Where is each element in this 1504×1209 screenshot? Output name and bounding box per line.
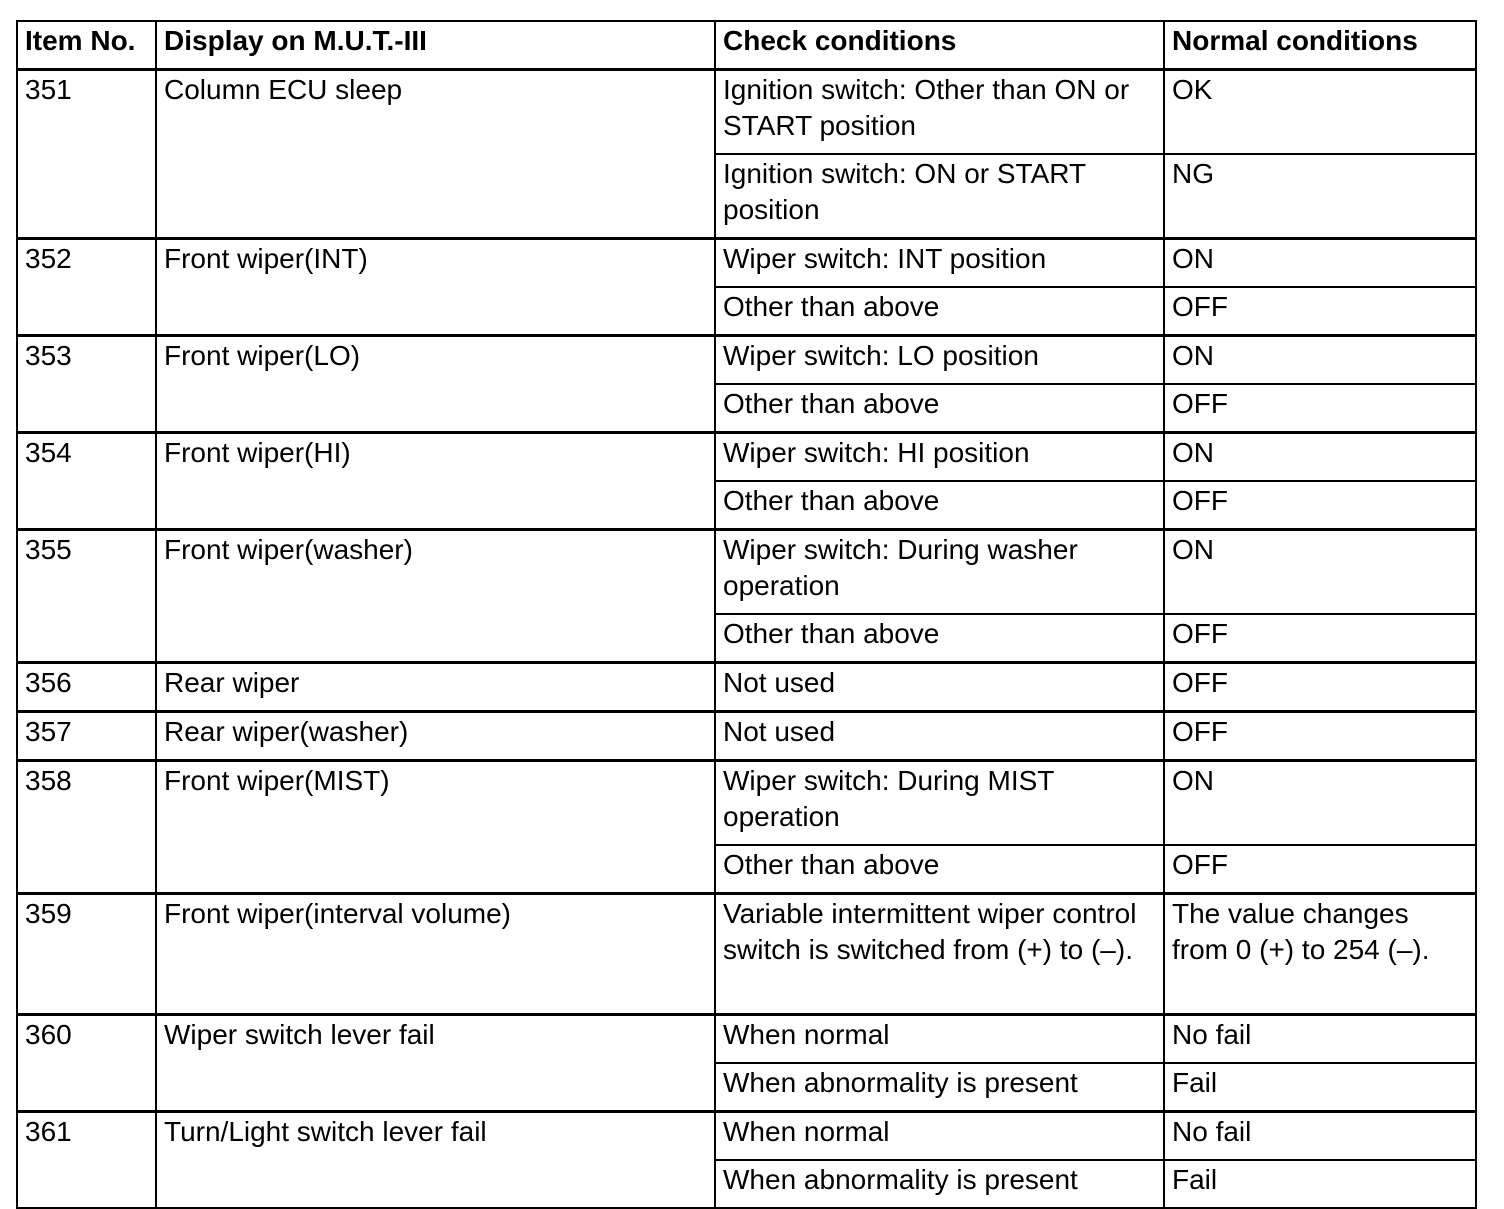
check-cell: Ignition switch: Other than ON or START position xyxy=(715,70,1164,155)
item-no-cell: 354 xyxy=(17,433,156,530)
check-cell: When abnormality is present xyxy=(715,1063,1164,1112)
table-row xyxy=(17,239,1476,288)
check-cell: Wiper switch: HI position xyxy=(715,433,1164,482)
check-cell: Other than above xyxy=(715,845,1164,894)
display-cell: Front wiper(interval volume) xyxy=(156,894,715,1015)
table-row xyxy=(17,70,1476,155)
check-cell: Other than above xyxy=(715,384,1164,433)
check-cell: Ignition switch: ON or START position xyxy=(715,154,1164,239)
table-row xyxy=(17,433,1476,482)
normal-cell: ON xyxy=(1164,336,1476,385)
display-cell: Turn/Light switch lever fail xyxy=(156,1112,715,1209)
table-row xyxy=(17,712,1476,761)
normal-cell: ON xyxy=(1164,761,1476,846)
check-cell: When normal xyxy=(715,1015,1164,1064)
normal-cell: OFF xyxy=(1164,614,1476,663)
item-no-cell: 356 xyxy=(17,663,156,712)
check-cell: Not used xyxy=(715,663,1164,712)
normal-cell: ON xyxy=(1164,239,1476,288)
header-display: Display on M.U.T.-III xyxy=(156,21,715,70)
check-cell: Wiper switch: During washer operation xyxy=(715,530,1164,615)
normal-cell: Fail xyxy=(1164,1063,1476,1112)
header-item-no: Item No. xyxy=(17,21,156,70)
normal-cell: ON xyxy=(1164,433,1476,482)
normal-cell: ON xyxy=(1164,530,1476,615)
normal-cell: OFF xyxy=(1164,481,1476,530)
table-row xyxy=(17,894,1476,1015)
item-no-cell: 353 xyxy=(17,336,156,433)
check-cell: Wiper switch: During MIST operation xyxy=(715,761,1164,846)
normal-cell: OFF xyxy=(1164,384,1476,433)
table-row xyxy=(17,530,1476,615)
display-cell: Wiper switch lever fail xyxy=(156,1015,715,1112)
check-cell: When abnormality is present xyxy=(715,1160,1164,1208)
item-no-cell: 361 xyxy=(17,1112,156,1209)
check-cell: Not used xyxy=(715,712,1164,761)
table-row xyxy=(17,1112,1476,1161)
header-check-conditions: Check conditions xyxy=(715,21,1164,70)
table-row xyxy=(17,1015,1476,1064)
check-cell: Wiper switch: LO position xyxy=(715,336,1164,385)
table-row xyxy=(17,663,1476,712)
item-no-cell: 357 xyxy=(17,712,156,761)
display-cell: Front wiper(washer) xyxy=(156,530,715,663)
display-cell: Front wiper(LO) xyxy=(156,336,715,433)
item-no-cell: 355 xyxy=(17,530,156,663)
data-list-table xyxy=(16,20,1477,1209)
item-no-cell: 359 xyxy=(17,894,156,1015)
check-cell: When normal xyxy=(715,1112,1164,1161)
table-row xyxy=(17,761,1476,846)
check-cell: Other than above xyxy=(715,614,1164,663)
item-no-cell: 360 xyxy=(17,1015,156,1112)
normal-cell: OFF xyxy=(1164,287,1476,336)
display-cell: Front wiper(MIST) xyxy=(156,761,715,894)
table-header-row xyxy=(17,21,1476,70)
check-cell: Wiper switch: INT position xyxy=(715,239,1164,288)
check-cell: Other than above xyxy=(715,481,1164,530)
normal-cell: No fail xyxy=(1164,1112,1476,1161)
table-row xyxy=(17,336,1476,385)
check-cell: Variable intermittent wiper control switch is switched from (+) to (–). xyxy=(715,894,1164,1015)
display-cell: Front wiper(INT) xyxy=(156,239,715,336)
normal-cell: OFF xyxy=(1164,663,1476,712)
check-cell: Other than above xyxy=(715,287,1164,336)
normal-cell: OFF xyxy=(1164,845,1476,894)
normal-cell: The value changes from 0 (+) to 254 (–). xyxy=(1164,894,1476,1015)
item-no-cell: 358 xyxy=(17,761,156,894)
display-cell: Rear wiper(washer) xyxy=(156,712,715,761)
normal-cell: NG xyxy=(1164,154,1476,239)
normal-cell: Fail xyxy=(1164,1160,1476,1208)
item-no-cell: 352 xyxy=(17,239,156,336)
display-cell: Column ECU sleep xyxy=(156,70,715,239)
normal-cell: OK xyxy=(1164,70,1476,155)
item-no-cell: 351 xyxy=(17,70,156,239)
header-normal-conditions: Normal conditions xyxy=(1164,21,1476,70)
display-cell: Front wiper(HI) xyxy=(156,433,715,530)
normal-cell: No fail xyxy=(1164,1015,1476,1064)
display-cell: Rear wiper xyxy=(156,663,715,712)
normal-cell: OFF xyxy=(1164,712,1476,761)
